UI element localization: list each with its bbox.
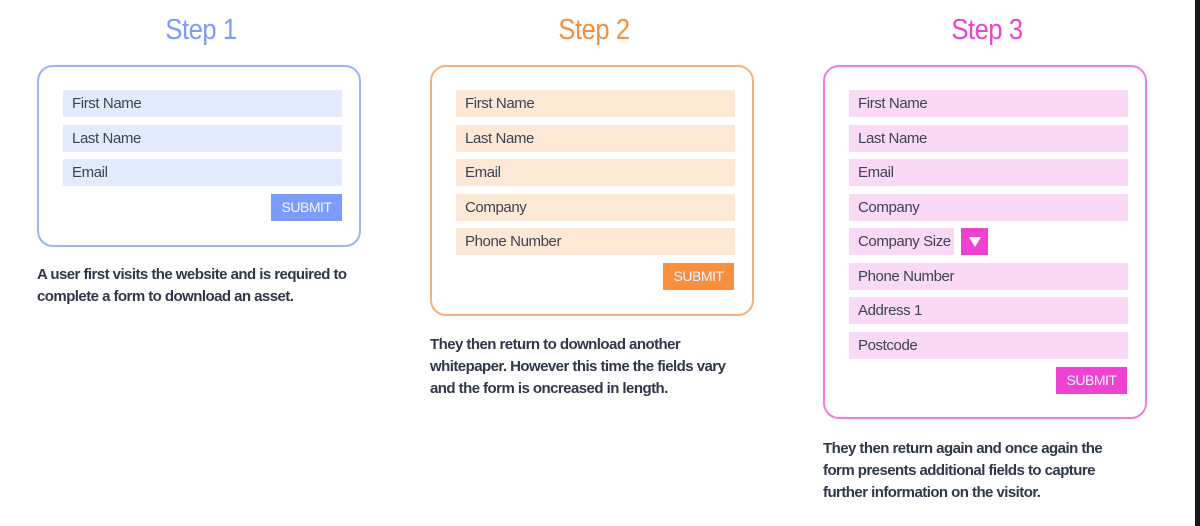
step-1-description: A user first visits the website and is required to complete a form to download an asset. [37, 266, 347, 305]
phone-number-field[interactable]: Phone Number [849, 263, 1128, 290]
last-name-field[interactable]: Last Name [63, 125, 342, 152]
postcode-field[interactable]: Postcode [849, 332, 1128, 359]
email-field[interactable]: Email [63, 159, 342, 186]
email-field[interactable]: Email [456, 159, 735, 186]
step-2-title: Step 2 [558, 14, 630, 46]
first-name-field[interactable]: First Name [849, 90, 1128, 117]
email-field[interactable]: Email [849, 159, 1128, 186]
company-size-select[interactable]: Company Size [849, 228, 954, 255]
phone-number-field[interactable]: Phone Number [456, 228, 735, 255]
step-3-description: They then return again and once again the form presents additional fields to capture further information on the visitor. [823, 440, 1103, 501]
first-name-field[interactable]: First Name [63, 90, 342, 117]
first-name-field[interactable]: First Name [456, 90, 735, 117]
submit-button[interactable]: SUBMIT [1056, 367, 1127, 394]
step-3-title: Step 3 [951, 14, 1023, 46]
step-2-form-card [430, 65, 754, 316]
last-name-field[interactable]: Last Name [849, 125, 1128, 152]
company-field[interactable]: Company [456, 194, 735, 221]
step-1-title: Step 1 [165, 14, 237, 46]
company-field[interactable]: Company [849, 194, 1128, 221]
step-3-form-card [823, 65, 1147, 419]
company-size-dropdown-button[interactable] [961, 228, 988, 255]
step-1-form-card [37, 65, 361, 247]
submit-button[interactable]: SUBMIT [663, 263, 734, 290]
last-name-field[interactable]: Last Name [456, 125, 735, 152]
triangle-down-icon [969, 237, 981, 247]
step-2-description: They then return to download another whitepaper. However this time the fields vary and the form is oncreased in length. [430, 336, 726, 397]
right-edge-strip [1195, 0, 1200, 526]
submit-button[interactable]: SUBMIT [271, 194, 342, 221]
address-1-field[interactable]: Address 1 [849, 297, 1128, 324]
